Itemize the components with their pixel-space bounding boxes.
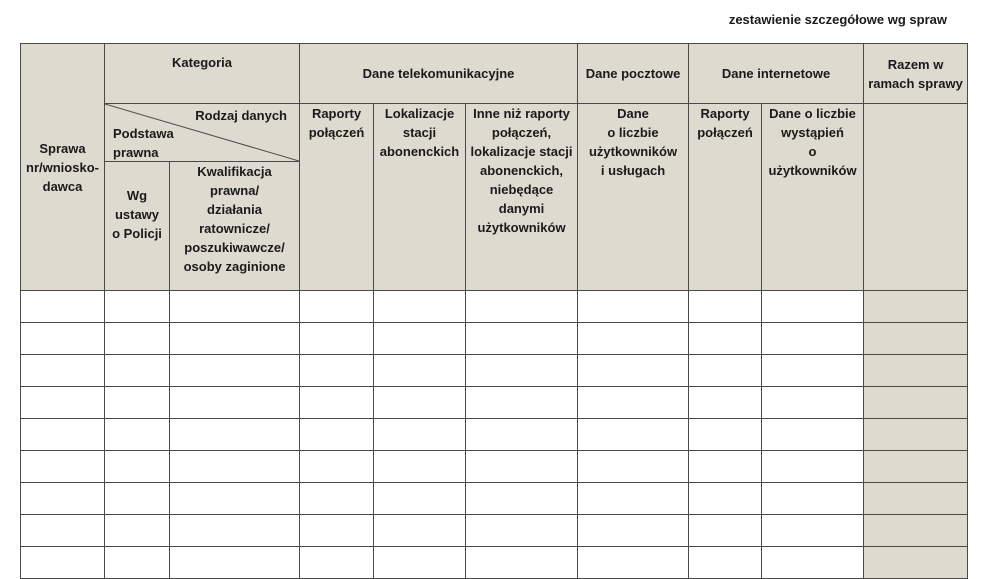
table-cell	[105, 387, 170, 419]
table-cell	[105, 483, 170, 515]
header-razem	[864, 44, 968, 104]
table-cell	[374, 483, 466, 515]
header-podstawa-line: prawna	[113, 145, 159, 160]
table-cell	[762, 515, 864, 547]
table-cell	[105, 419, 170, 451]
table-cell	[466, 547, 578, 579]
table-cell	[466, 291, 578, 323]
header-line: i usługach	[600, 163, 666, 178]
table-cell	[689, 451, 762, 483]
header-line: ustawy	[114, 207, 160, 222]
table-row	[21, 291, 968, 323]
table-cell	[21, 419, 105, 451]
table-cell	[374, 451, 466, 483]
table-cell	[762, 547, 864, 579]
table-cell	[578, 451, 689, 483]
table-cell	[170, 291, 300, 323]
table-cell	[578, 515, 689, 547]
header-line: o liczbie	[607, 125, 659, 140]
table-cell	[689, 387, 762, 419]
table-cell	[466, 483, 578, 515]
table-cell	[578, 419, 689, 451]
total-cell	[864, 355, 968, 387]
table-cell	[578, 547, 689, 579]
header-line: lokalizacje stacji	[470, 144, 573, 159]
header-sprawa-line: dawca	[42, 178, 83, 194]
table-cell	[762, 291, 864, 323]
header-telekom: Dane telekomunikacyjne	[300, 44, 578, 104]
table-row	[21, 547, 968, 579]
table-row	[21, 451, 968, 483]
table-cell	[466, 451, 578, 483]
table-cell	[170, 483, 300, 515]
header-lokalizacje	[374, 104, 466, 291]
header-pocztowe-opis	[578, 104, 689, 291]
header-line: abonenckich,	[479, 163, 564, 178]
table-cell	[374, 355, 466, 387]
table-cell	[21, 323, 105, 355]
header-line: Dane	[617, 106, 649, 121]
table-cell	[466, 387, 578, 419]
table-cell	[300, 419, 374, 451]
header-line: użytkowników	[588, 144, 678, 159]
table-cell	[21, 387, 105, 419]
table-row	[21, 515, 968, 547]
header-line: Lokalizacje	[384, 106, 455, 121]
table-cell	[105, 547, 170, 579]
table-cell	[21, 483, 105, 515]
header-pocztowe: Dane pocztowe	[578, 44, 689, 104]
header-internetowe: Dane internetowe	[689, 44, 864, 104]
table-cell	[21, 291, 105, 323]
header-line: stacji	[402, 125, 437, 140]
table-cell	[300, 355, 374, 387]
header-line: Raporty	[311, 106, 362, 121]
header-rodzaj-danych: Rodzaj danych	[195, 108, 287, 123]
table-cell	[466, 355, 578, 387]
table-row	[21, 483, 968, 515]
table-cell	[374, 515, 466, 547]
header-line: Kwalifikacja	[197, 164, 272, 179]
table-cell	[300, 387, 374, 419]
table-cell	[578, 387, 689, 419]
header-line: abonenckich	[379, 144, 460, 159]
table-cell	[689, 515, 762, 547]
total-cell	[864, 387, 968, 419]
table-row	[21, 387, 968, 419]
header-kwalifikacja	[170, 162, 300, 291]
table-cell	[170, 547, 300, 579]
header-wystapienia	[762, 104, 864, 291]
table-cell	[762, 387, 864, 419]
page-caption: zestawienie szczegółowe wg spraw	[728, 12, 947, 27]
table-cell	[466, 515, 578, 547]
header-sprawa	[21, 44, 105, 291]
header-line: danymi	[498, 201, 545, 216]
table-cell	[170, 451, 300, 483]
header-line: wystąpień	[781, 125, 844, 140]
table-row	[21, 323, 968, 355]
table-cell	[170, 515, 300, 547]
table-cell	[762, 419, 864, 451]
header-line: Dane o liczbie	[769, 106, 856, 121]
header-line: połączeń	[697, 125, 753, 140]
table-cell	[374, 547, 466, 579]
table-cell	[21, 355, 105, 387]
table-cell	[170, 355, 300, 387]
table-cell	[300, 483, 374, 515]
case-summary-table	[20, 43, 968, 579]
table-cell	[578, 323, 689, 355]
header-line: ratownicze/	[199, 221, 270, 236]
table-cell	[466, 323, 578, 355]
header-line: połączeń	[308, 125, 365, 140]
table-cell	[105, 291, 170, 323]
header-wg-ustawy	[105, 162, 170, 291]
table-cell	[105, 515, 170, 547]
header-line: prawna/	[209, 183, 260, 198]
header-raporty-polaczen-int	[689, 104, 762, 291]
table-cell	[689, 483, 762, 515]
header-line: użytkowników	[477, 220, 566, 235]
header-line: Raporty	[700, 106, 750, 121]
table-cell	[21, 547, 105, 579]
table-row	[21, 355, 968, 387]
total-cell	[864, 515, 968, 547]
header-razem-blank	[864, 104, 968, 291]
table-cell	[170, 387, 300, 419]
table-cell	[466, 419, 578, 451]
table-cell	[300, 323, 374, 355]
table-cell	[300, 291, 374, 323]
header-sprawa-line: nr/wniosko-	[26, 159, 99, 175]
total-cell	[864, 483, 968, 515]
table-cell	[762, 483, 864, 515]
header-line: użytkowników	[768, 163, 857, 178]
table-cell	[374, 419, 466, 451]
header-line: o	[808, 144, 817, 159]
table-cell	[689, 419, 762, 451]
header-line: Wg	[126, 188, 148, 203]
header-line: połączeń,	[491, 125, 552, 140]
header-inne	[466, 104, 578, 291]
header-line: działania	[207, 202, 262, 217]
table-cell	[374, 323, 466, 355]
table-cell	[578, 355, 689, 387]
table-cell	[300, 515, 374, 547]
header-sprawa-line: Sprawa	[39, 140, 86, 156]
table-cell	[374, 387, 466, 419]
header-raporty-polaczen-tel	[300, 104, 374, 291]
table-cell	[689, 323, 762, 355]
header-kategoria: Kategoria	[105, 44, 300, 104]
table-cell	[689, 355, 762, 387]
table-cell	[578, 291, 689, 323]
table-cell	[578, 483, 689, 515]
total-cell	[864, 547, 968, 579]
table-cell	[762, 323, 864, 355]
header-razem-line: ramach sprawy	[868, 75, 963, 91]
header-line: Inne niż raporty	[473, 106, 570, 121]
header-diagonal-cell	[105, 104, 300, 162]
header-line: o Policji	[112, 226, 162, 241]
table-cell	[21, 515, 105, 547]
table-cell	[300, 547, 374, 579]
header-line: poszukiwawcze/	[184, 240, 285, 255]
total-cell	[864, 419, 968, 451]
table-cell	[374, 291, 466, 323]
table-cell	[762, 451, 864, 483]
header-podstawa-prawna	[113, 124, 174, 162]
header-line: niebędące	[489, 182, 554, 197]
table-cell	[105, 451, 170, 483]
header-podstawa-line: Podstawa	[113, 126, 174, 141]
table-cell	[21, 451, 105, 483]
table-cell	[170, 419, 300, 451]
table-cell	[689, 291, 762, 323]
table-cell	[105, 323, 170, 355]
table-cell	[170, 323, 300, 355]
header-line: osoby zaginione	[183, 259, 286, 274]
table-cell	[689, 547, 762, 579]
table-row	[21, 419, 968, 451]
header-razem-line: Razem w	[887, 56, 944, 72]
table-cell	[105, 355, 170, 387]
table-cell	[762, 355, 864, 387]
total-cell	[864, 323, 968, 355]
table-cell	[300, 451, 374, 483]
total-cell	[864, 451, 968, 483]
total-cell	[864, 291, 968, 323]
